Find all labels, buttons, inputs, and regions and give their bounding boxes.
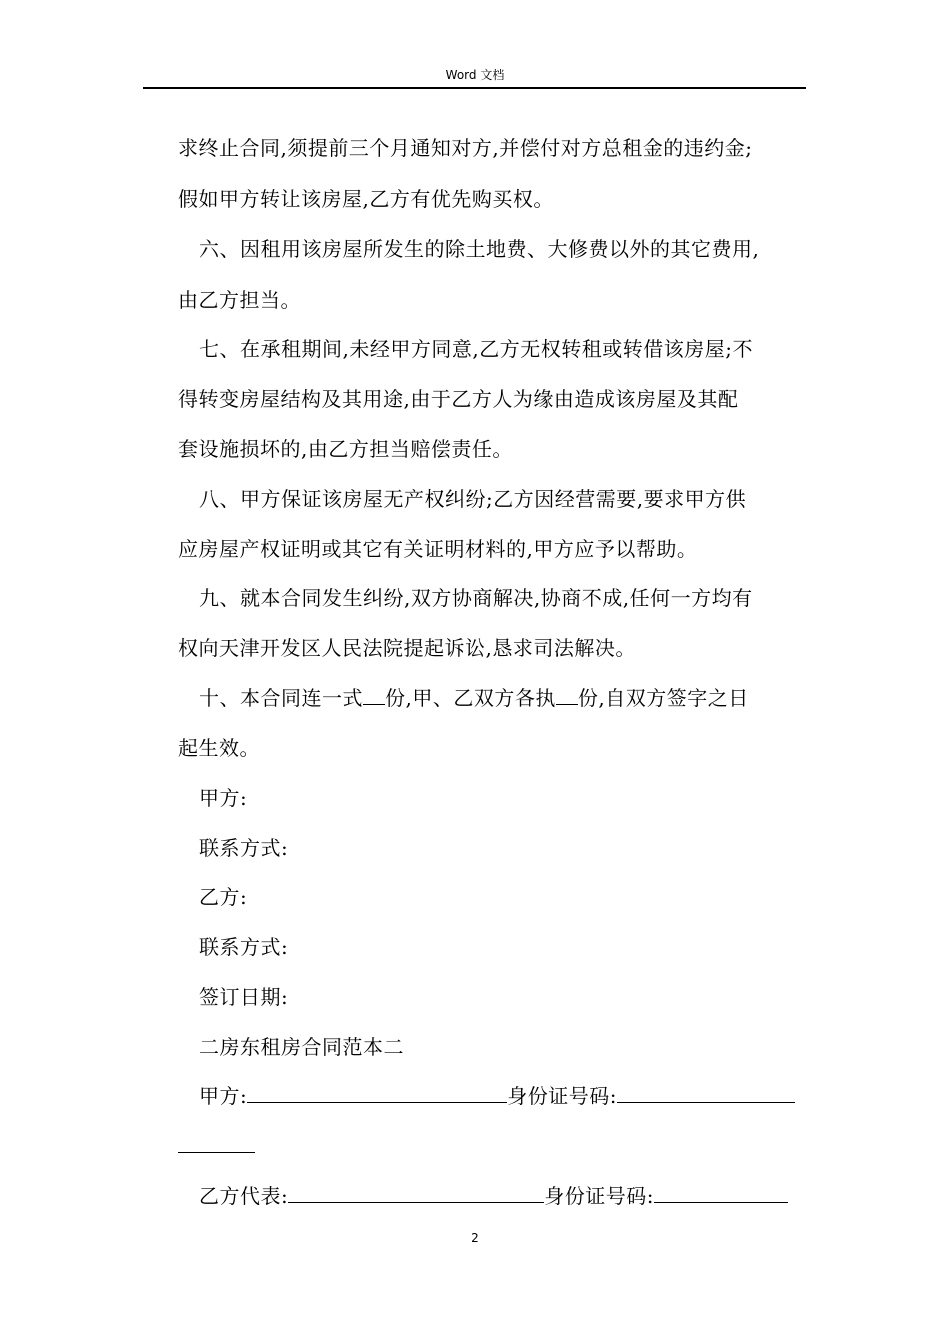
- copies-total-blank: [363, 686, 385, 705]
- header-title: Word 文档: [445, 68, 505, 82]
- clause-10-line: [199, 686, 749, 710]
- body-line: 假如甲方转让该房屋,乙方有优先购买权。: [178, 187, 554, 211]
- clause-8-line: 八、甲方保证该房屋无产权纠纷;乙方因经营需要,要求甲方供: [199, 487, 747, 511]
- party-b-id-label: 身份证号码:: [544, 1184, 654, 1208]
- body-line: 套设施损坏的,由乙方担当赔偿责任。: [178, 437, 513, 461]
- party-a-contact-label: 联系方式:: [199, 836, 289, 860]
- clause-10-part1: 十、本合同连一式: [199, 686, 363, 710]
- party-a-id-blank: [617, 1084, 795, 1103]
- section-title: 二房东租房合同范本二: [199, 1035, 404, 1059]
- header-rule: [143, 87, 806, 89]
- party-a-id-label: 身份证号码:: [507, 1084, 617, 1108]
- body-line: 得转变房屋结构及其用途,由于乙方人为缘由造成该房屋及其配: [178, 387, 739, 411]
- party-b-rep-label: 乙方代表:: [199, 1184, 289, 1208]
- clause-7-line: 七、在承租期间,未经甲方同意,乙方无权转租或转借该房屋;不: [199, 337, 753, 361]
- party-a-name-label: 甲方:: [199, 1084, 248, 1108]
- party-a-id-blank-cont: [178, 1134, 255, 1153]
- sign-date-label: 签订日期:: [199, 985, 289, 1009]
- body-line: 权向天津开发区人民法院提起诉讼,恳求司法解决。: [178, 636, 636, 660]
- party-a-label: 甲方:: [199, 786, 248, 810]
- clause-6-line: 六、因租用该房屋所发生的除土地费、大修费以外的其它费用,: [199, 237, 760, 261]
- party-b-id-line: [199, 1184, 788, 1208]
- clause-10-part2: 份,甲、乙双方各执: [385, 686, 556, 710]
- clause-9-line: 九、就本合同发生纠纷,双方协商解决,协商不成,任何一方均有: [199, 586, 753, 610]
- party-b-contact-label: 联系方式:: [199, 935, 289, 959]
- page-number: 2: [471, 1231, 479, 1245]
- party-b-label: 乙方:: [199, 885, 248, 909]
- body-line: 由乙方担当。: [178, 288, 301, 312]
- copies-each-blank: [556, 686, 578, 705]
- body-line: 求终止合同,须提前三个月通知对方,并偿付对方总租金的违约金;: [178, 136, 753, 160]
- party-a-id-blank-continuation: [178, 1134, 255, 1158]
- party-a-name-blank: [247, 1084, 507, 1103]
- party-b-id-blank: [654, 1184, 788, 1203]
- body-line: 应房屋产权证明或其它有关证明材料的,甲方应予以帮助。: [178, 537, 698, 561]
- party-b-rep-blank: [288, 1184, 544, 1203]
- party-a-id-line: [199, 1084, 795, 1108]
- clause-10-part3: 份,自双方签字之日: [577, 686, 749, 710]
- clause-10-continuation: 起生效。: [178, 736, 260, 760]
